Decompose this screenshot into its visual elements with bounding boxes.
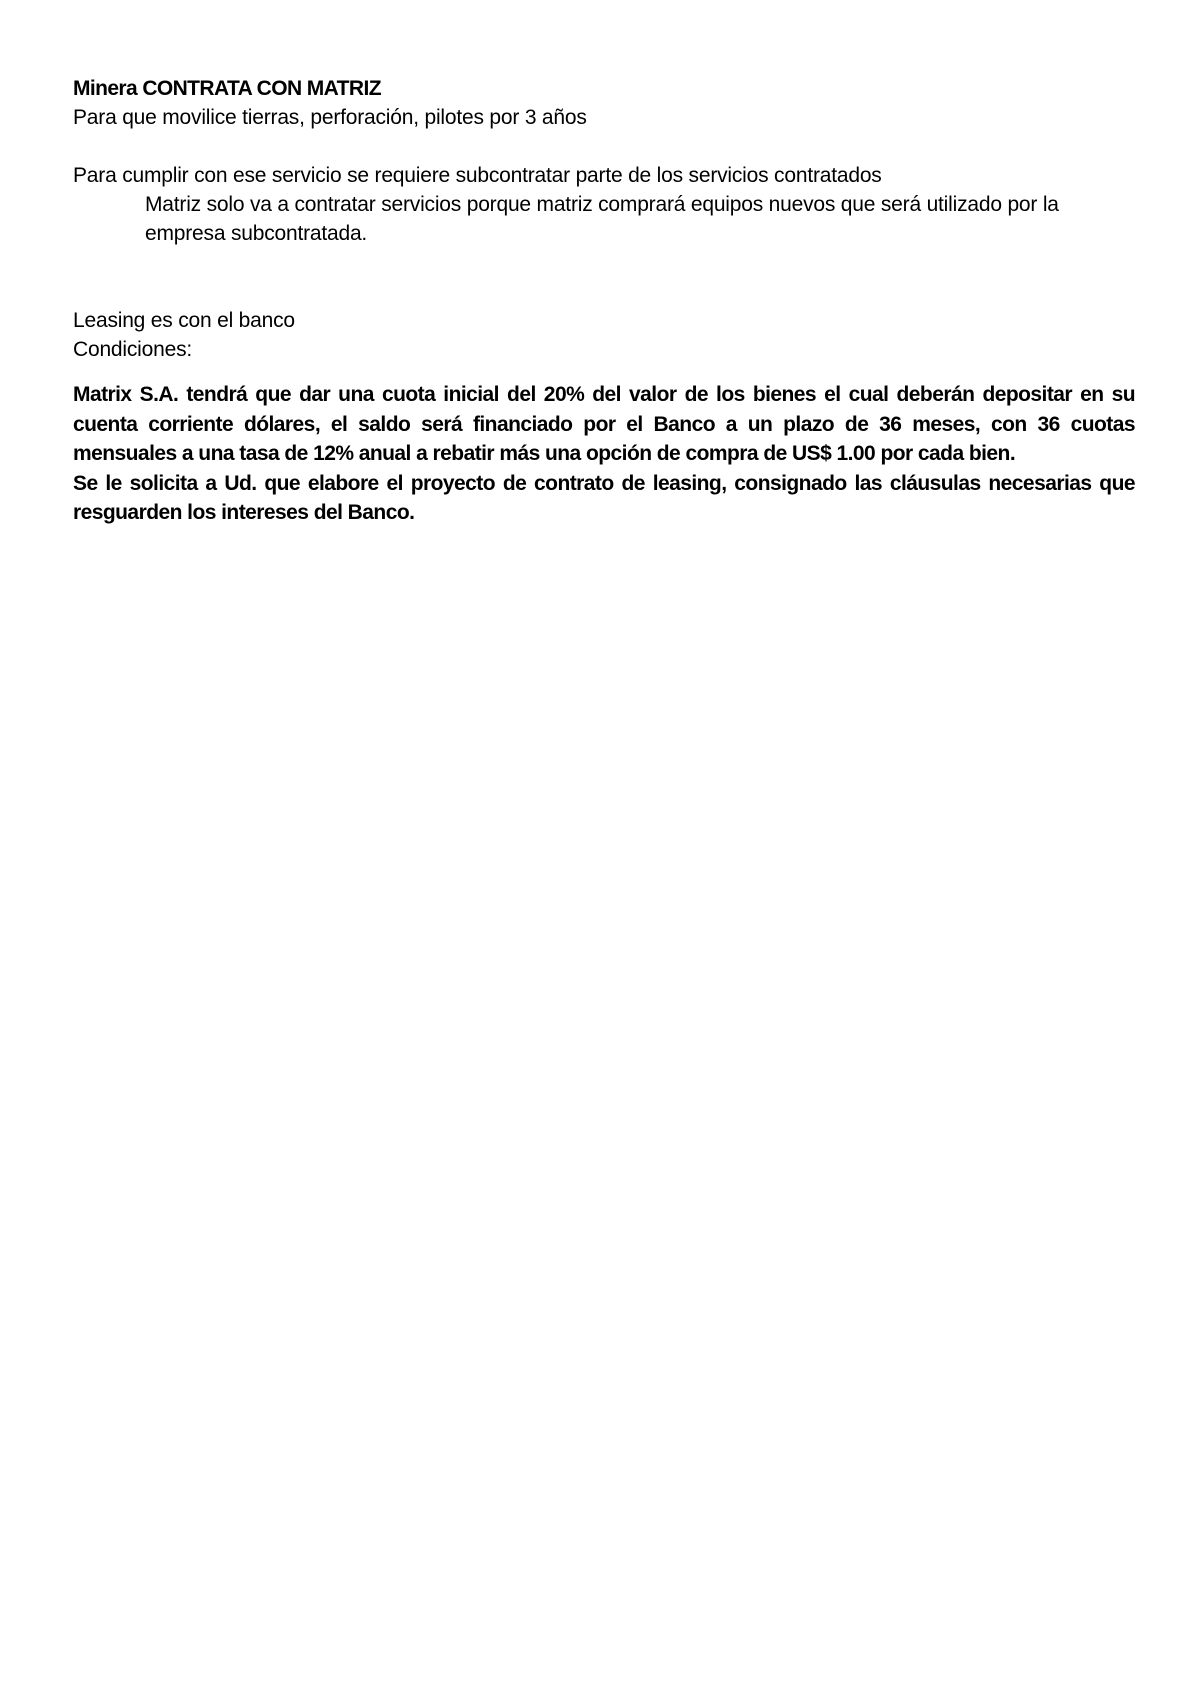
spacer (73, 132, 1135, 161)
spacer (73, 248, 1135, 306)
matriz-paragraph: Matriz solo va a contratar servicios porque matriz comprará equipos nuevos que será utilizado por la empresa subcontratada. (145, 193, 1059, 245)
leasing-line: Leasing es con el banco (73, 309, 295, 332)
document-content (73, 74, 1135, 528)
conditions-label: Condiciones: (73, 338, 193, 361)
request-paragraph: Se le solicita a Ud. que elabore el proyecto de contrato de leasing, consignado las cláusulas necesarias que resguarden los intereses del Banco. (73, 471, 1135, 524)
subcontract-paragraph: Para cumplir con ese servicio se requiere subcontratar parte de los servicios contratados (73, 164, 882, 187)
document-title: Minera CONTRATA CON MATRIZ (73, 77, 381, 100)
spacer (73, 364, 1135, 380)
conditions-paragraph: Matrix S.A. tendrá que dar una cuota inicial del 20% del valor de los bienes el cual deberán depositar en su cuenta corriente dólares, el saldo será financiado por el Banco a un plazo de 36 meses, con 36 cuotas mensuales a una tasa de 12% anual a rebatir más una opción de compra de US$ 1.00 por cada bien. (73, 383, 1135, 465)
intro-line: Para que movilice tierras, perforación, pilotes por 3 años (73, 106, 587, 129)
conditions-block (73, 380, 1135, 528)
